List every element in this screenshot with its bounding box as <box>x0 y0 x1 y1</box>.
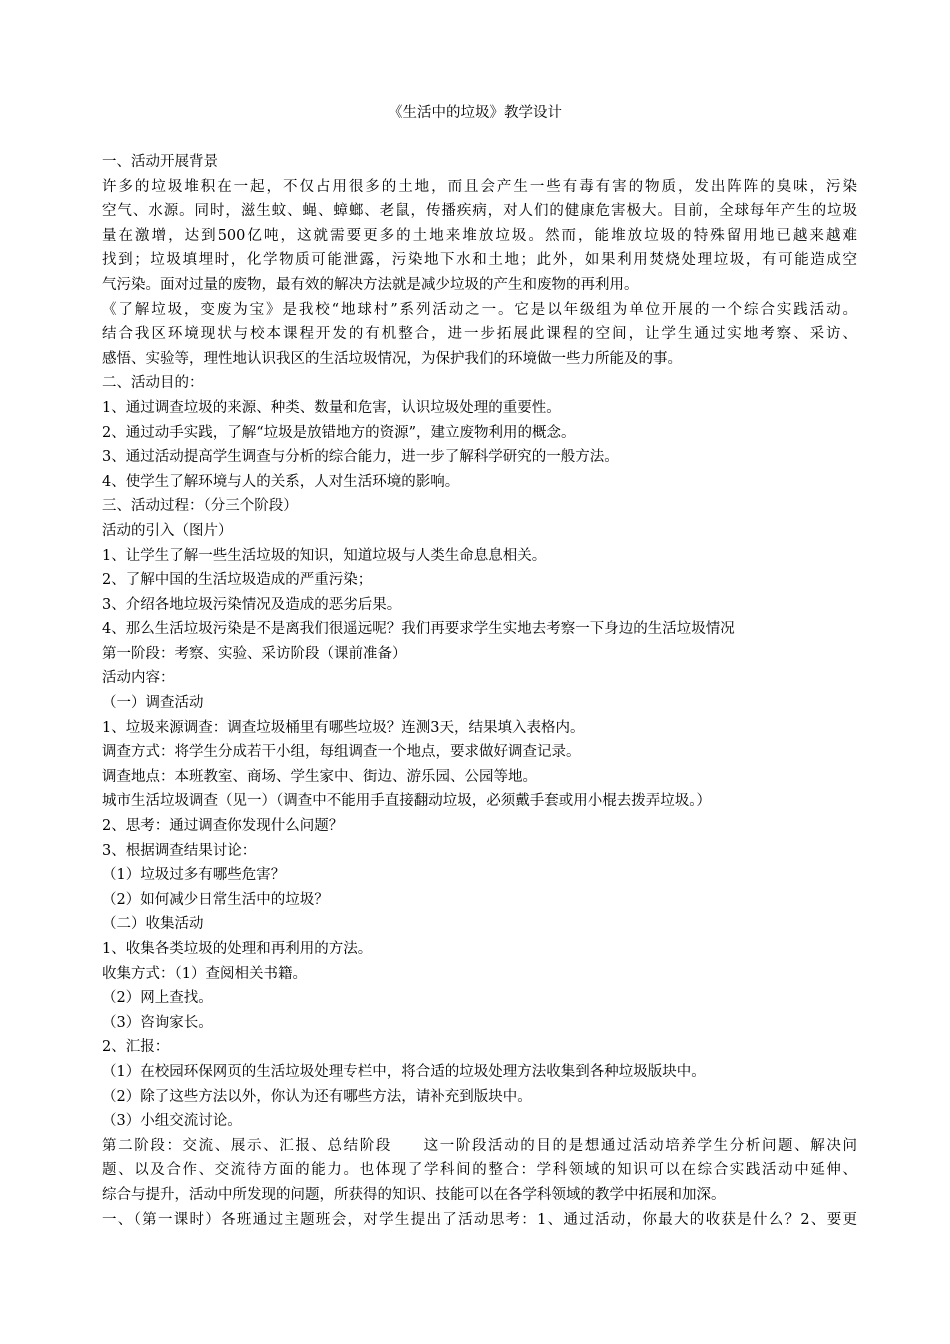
list-item: （3）小组交流讨论。 <box>102 1113 242 1130</box>
paragraph-line: 量在激增，达到500亿吨，这就需要更多的土地来堆放垃圾。然而，能堆放垃圾的特殊留用地已越来越难 <box>102 227 857 244</box>
list-item: 1、通过调查垃圾的来源、种类、数量和危害，认识垃圾处理的重要性。 <box>102 399 561 416</box>
stage-heading: 第一阶段：考察、实验、采访阶段（课前准备） <box>102 645 407 662</box>
paragraph-line: 题、以及合作、交流待方面的能力。也体现了学科间的整合：学科领域的知识可以在综合实践活动中延伸、 <box>102 1162 857 1179</box>
list-item: 2、通过动手实践，了解“垃圾是放错地方的资源”，建立废物利用的概念。 <box>102 424 576 441</box>
paragraph-line: 《了解垃圾，变废为宝》是我校“地球村”系列活动之一。它是以年级组为单位开展的一个综合实践活动。 <box>102 301 857 318</box>
subheading: 活动内容： <box>102 670 175 687</box>
section-heading-purpose: 二、活动目的： <box>102 375 204 392</box>
list-item: 3、根据调查结果讨论： <box>102 842 257 859</box>
paragraph-line: 找到；垃圾填埋时，化学物质可能泄露，污染地下水和土地；此外，如果利用焚烧处理垃圾，有可能造成空 <box>102 252 857 269</box>
document-body <box>102 150 857 1232</box>
list-item: （2）网上查找。 <box>102 990 213 1007</box>
paragraph-line: 城市生活垃圾调查（见一）（调查中不能用手直接翻动垃圾，必须戴手套或用小棍去拨弄垃圾。） <box>102 793 711 810</box>
list-item: 1、让学生了解一些生活垃圾的知识，知道垃圾与人类生命息息相关。 <box>102 547 547 564</box>
list-item: 2、思考：通过调查你发现什么问题？ <box>102 818 344 835</box>
paragraph-line: 结合我区环境现状与校本课程开发的有机整合，进一步拓展此课程的空间，让学生通过实地考察、采访、 <box>102 326 857 343</box>
subheading: （一）调查活动 <box>102 695 204 712</box>
subheading: （二）收集活动 <box>102 916 204 933</box>
paragraph-line: 空气、水源。同时，滋生蚊、蝇、蟑螂、老鼠，传播疾病，对人们的健康危害极大。目前，全球每年产生的垃圾 <box>102 203 857 220</box>
list-item: （1）在校园环保网页的生活垃圾处理专栏中，将合适的垃圾处理方法收集到各种垃圾版块中。 <box>102 1063 706 1080</box>
paragraph-line: 调查地点：本班教室、商场、学生家中、街边、游乐园、公园等地。 <box>102 768 537 785</box>
paragraph-line: 调查方式：将学生分成若干小组，每组调查一个地点，要求做好调查记录。 <box>102 744 581 761</box>
paragraph-line: 气污染。面对过量的废物，最有效的解决方法就是减少垃圾的产生和废物的再利用。 <box>102 276 639 293</box>
list-item: 3、通过活动提高学生调查与分析的综合能力，进一步了解科学研究的一般方法。 <box>102 449 619 466</box>
section-heading-process: 三、活动过程：（分三个阶段） <box>102 498 298 515</box>
document-title: 《生活中的垃圾》教学设计 <box>388 105 562 121</box>
list-item: 2、汇报： <box>102 1039 170 1056</box>
paragraph-line: 许多的垃圾堆积在一起，不仅占用很多的土地，而且会产生一些有毒有害的物质，发出阵阵的臭味，污染 <box>102 178 857 195</box>
list-item: 4、那么生活垃圾污染是不是离我们很遥远呢？我们再要求学生实地去考察一下身边的生活垃圾情况 <box>102 621 735 638</box>
paragraph-line: 综合与提升，活动中所发现的问题，所获得的知识、技能可以在各学科领域的教学中拓展和加深。 <box>102 1186 726 1203</box>
list-item: 收集方式：（1）查阅相关书籍。 <box>102 965 307 982</box>
list-item: （3）咨询家长。 <box>102 1014 213 1031</box>
list-item: 3、介绍各地垃圾污染情况及造成的恶劣后果。 <box>102 596 402 613</box>
list-item: （1）垃圾过多有哪些危害？ <box>102 867 286 884</box>
list-item: （2）除了这些方法以外，你认为还有哪些方法，请补充到版块中。 <box>102 1088 532 1105</box>
list-item: 1、收集各类垃圾的处理和再利用的方法。 <box>102 941 373 957</box>
list-item: （2）如何减少日常生活中的垃圾？ <box>102 891 329 908</box>
stage2-text: 这一阶段活动的目的是想通过活动培养学生分析问题、解决问 <box>422 1137 857 1154</box>
section-heading-background: 一、活动开展背景 <box>102 154 218 170</box>
list-item: 1、垃圾来源调查：调查垃圾桶里有哪些垃圾？连测3天，结果填入表格内。 <box>102 719 585 736</box>
subheading: 活动的引入（图片） <box>102 522 233 539</box>
paragraph-line: 一、（第一课时）各班通过主题班会，对学生提出了活动思考：1、通过活动，你最大的收获是什么？2、要更 <box>102 1211 857 1228</box>
list-item: 4、使学生了解环境与人的关系，人对生活环境的影响。 <box>102 473 460 490</box>
list-item: 2、了解中国的生活垃圾造成的严重污染； <box>102 572 373 589</box>
stage2-heading: 第二阶段：交流、展示、汇报、总结阶段 <box>102 1137 392 1154</box>
paragraph-line: 感悟、实验等，理性地认识我区的生活垃圾情况，为保护我们的环境做一些力所能及的事。 <box>102 350 682 367</box>
stage2-line <box>102 1134 857 1159</box>
